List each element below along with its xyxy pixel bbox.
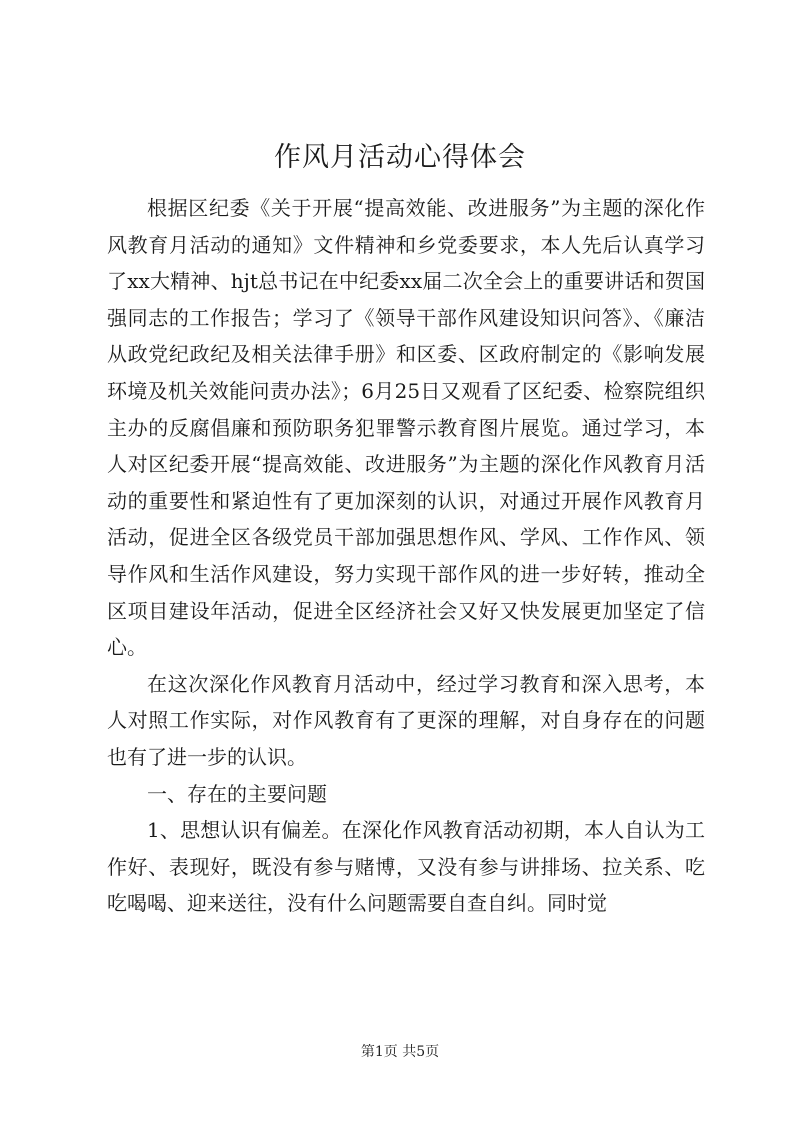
section-heading-problems: 一、存在的主要问题: [147, 781, 327, 806]
paragraph-intro: 根据区纪委《关于开展“提高效能、改进服务”为主题的深化作风教育月活动的通知》文件精神和乡党委要求，本人先后认真学习了xx大精神、hjt总书记在中纪委xx届二次全会上的重要讲话和贺国强同志的工作报告；学习了《领导干部作风建设知识问答》、《廉洁从政党纪政纪及相关法律手册》和区委、区政府制定的《影响发展环境及机关效能问责办法》；6月25日又观看了区纪委、检察院组织主办的反腐倡廉和预防职务犯罪警示教育图片展览。通过学习，本人对区纪委开展“提高效能、改进服务”为主题的深化作风教育月活动的重要性和紧迫性有了更加深刻的认识，对通过开展作风教育月活动，促进全区各级党员干部加强思想作风、学风、工作作风、领导作风和生活作风建设，努力实现干部作风的进一步好转，推动全区项目建设年活动，促进全区经济社会又好又快发展更加坚定了信心。: [107, 196, 705, 660]
document-body: [107, 190, 705, 922]
paragraph-reflection: 在这次深化作风教育月活动中，经过学习教育和深入思考，本人对照工作实际，对作风教育有了更深的理解，对自身存在的问题也有了进一步的认识。: [107, 671, 705, 769]
document-title: 作风月活动心得体会: [274, 142, 526, 173]
paragraph-problem-1: 1、思想认识有偏差。在深化作风教育活动初期，本人自认为工作好、表现好，既没有参与赌博，又没有参与讲排场、拉关系、吃吃喝喝、迎来送往，没有什么问题需要自查自纠。同时觉: [107, 818, 705, 916]
page-footer: 第1页 共5页: [360, 1044, 440, 1060]
